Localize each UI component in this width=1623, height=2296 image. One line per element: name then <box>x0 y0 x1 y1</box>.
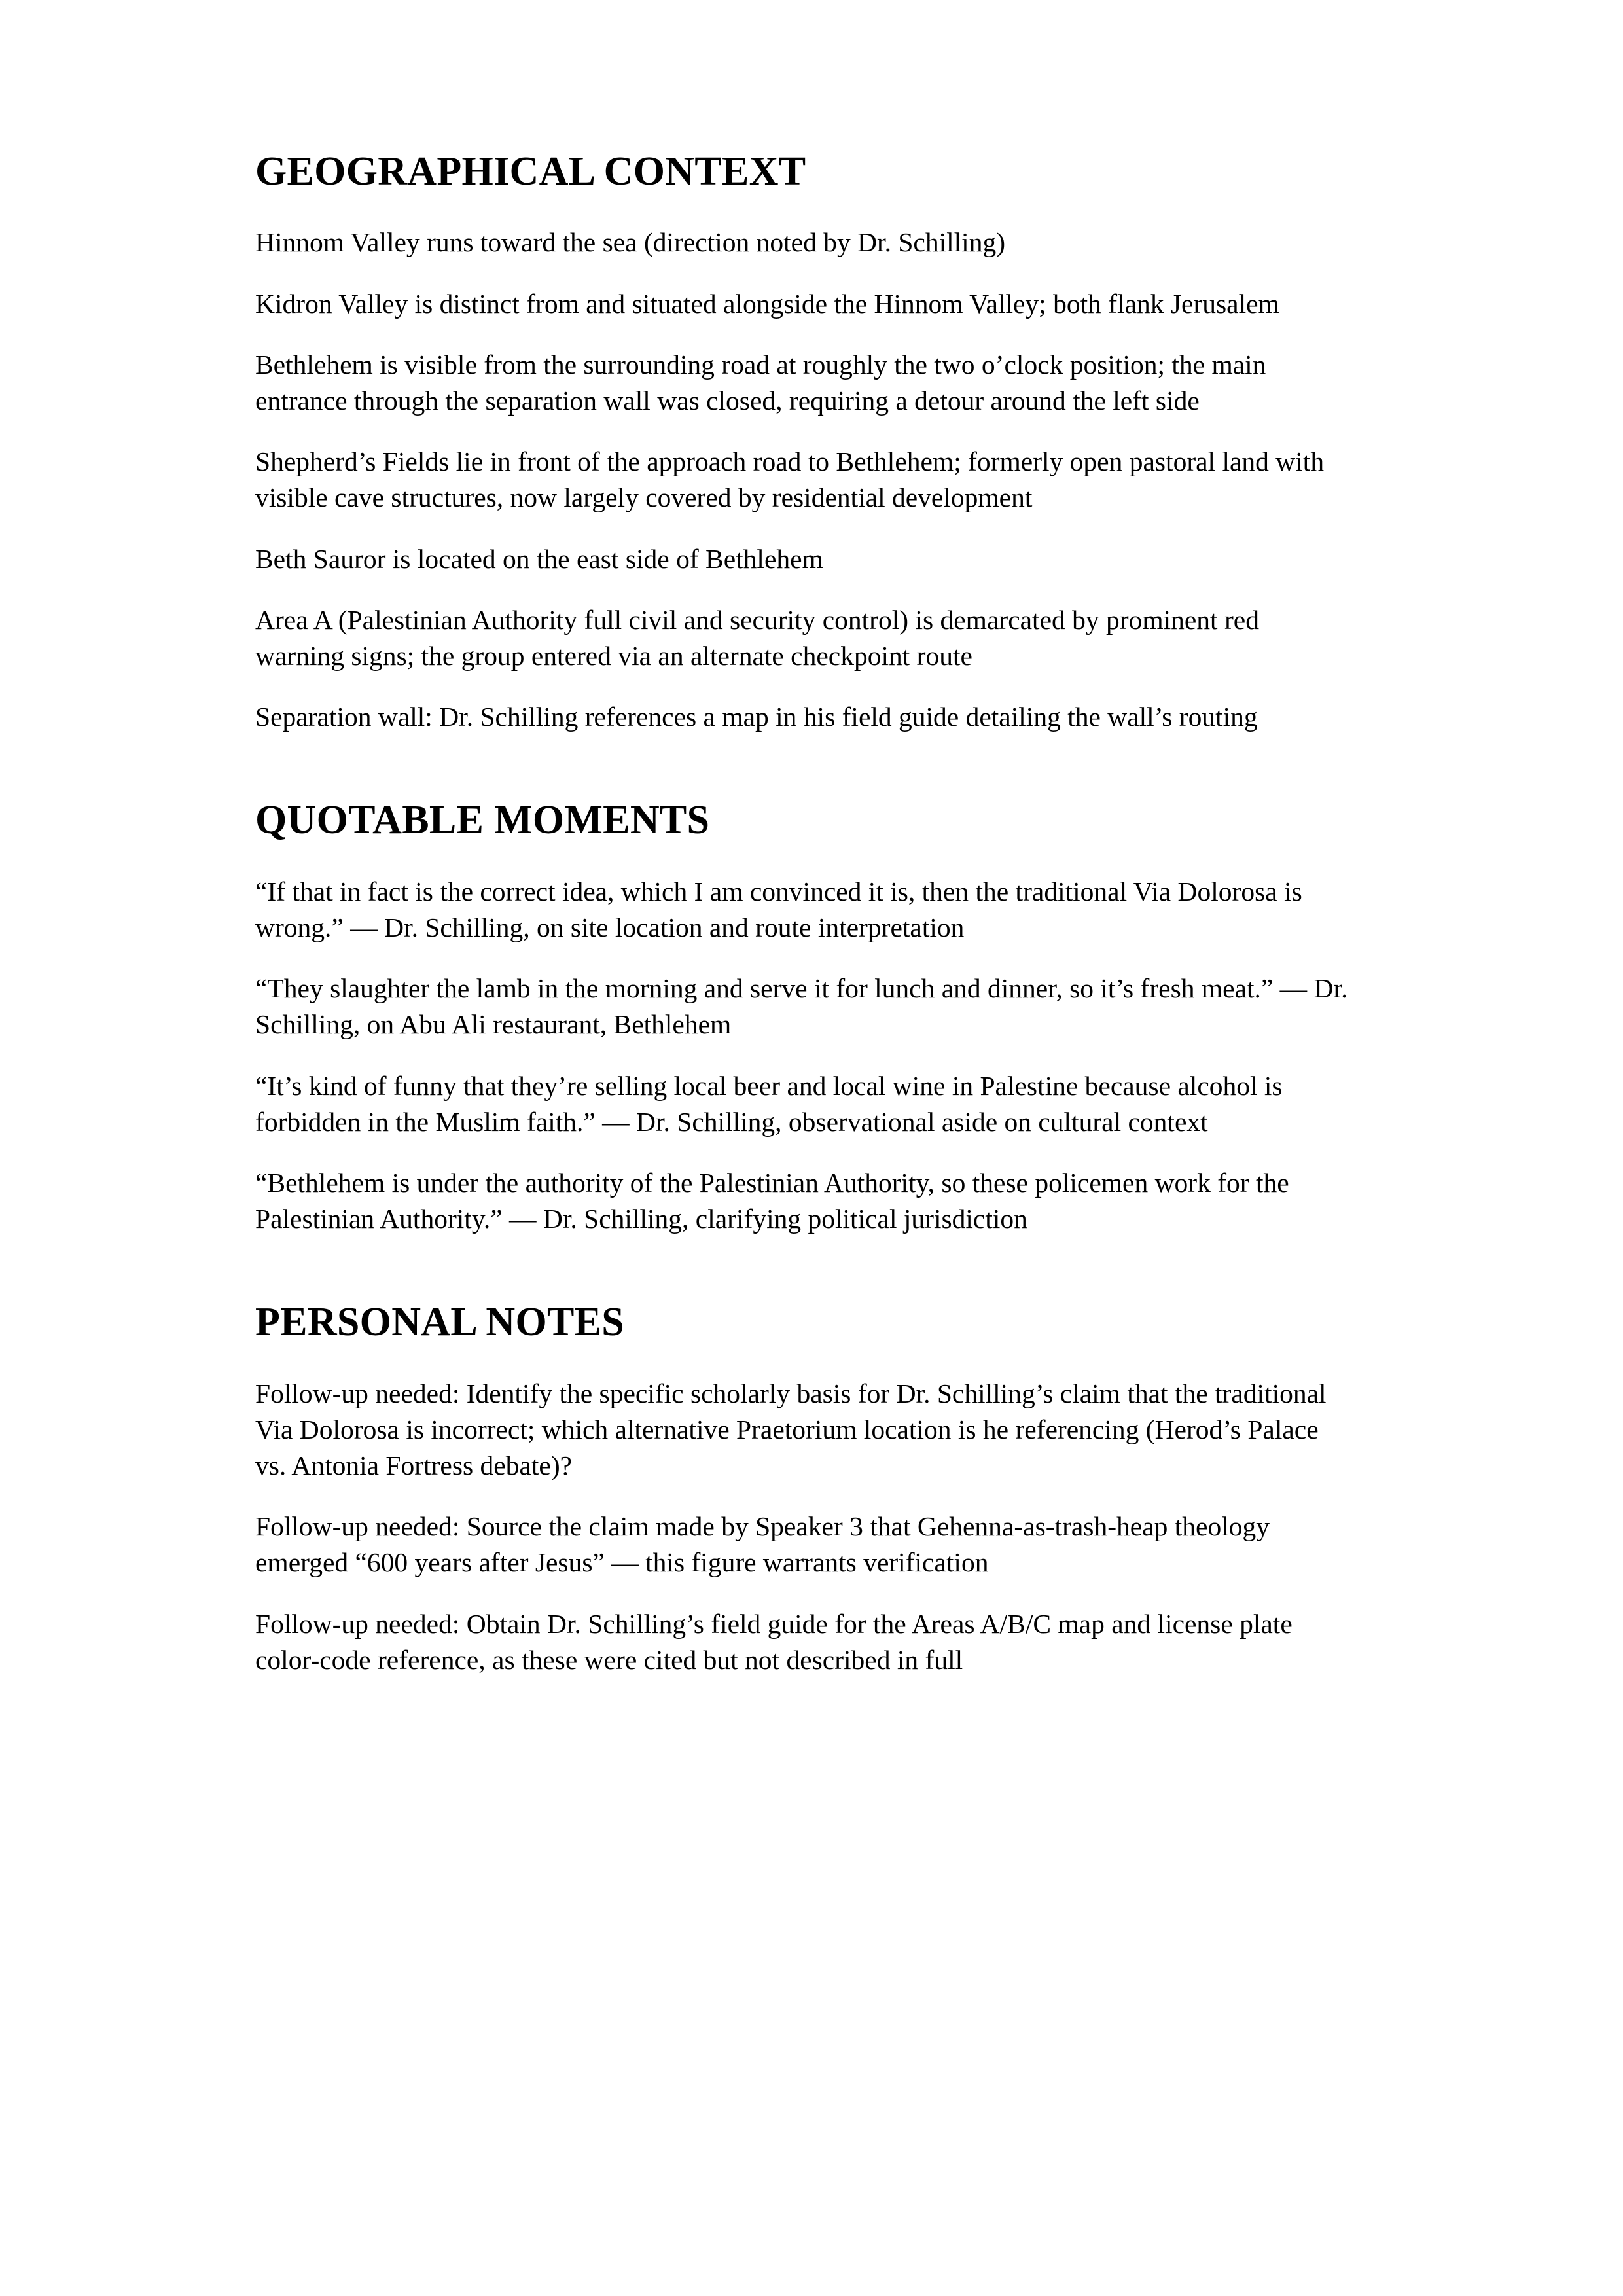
quote-paragraph: “If that in fact is the correct idea, which I am convinced it is, then the traditional Via Dolorosa is wrong.” — Dr. Schilling, on site location and route interpretation <box>255 876 1302 942</box>
section-heading-geographical-context: GEOGRAPHICAL CONTEXT <box>255 149 806 194</box>
section-heading-personal-notes: PERSONAL NOTES <box>255 1300 625 1345</box>
section-spacer <box>255 1237 1355 1300</box>
paragraph: Separation wall: Dr. Schilling references a map in his field guide detailing the wall’s routing <box>255 702 1258 732</box>
paragraph: Bethlehem is visible from the surrounding road at roughly the two o’clock position; the main entrance through the separation wall was closed, requiring a detour around the left side <box>255 349 1266 416</box>
paragraph: Shepherd’s Fields lie in front of the approach road to Bethlehem; formerly open pastoral land with visible cave structures, now largely covered by residential development <box>255 446 1325 513</box>
paragraph: Beth Sauror is located on the east side of Bethlehem <box>255 543 823 574</box>
paragraph: Kidron Valley is distinct from and situated alongside the Hinnom Valley; both flank Jerusalem <box>255 288 1279 319</box>
section-quotable-moments <box>255 798 1355 1237</box>
section-personal-notes <box>255 1300 1355 1678</box>
note-paragraph: Follow-up needed: Obtain Dr. Schilling’s field guide for the Areas A/B/C map and license plate color-code reference, as these were cited but not described in full <box>255 1608 1293 1675</box>
paragraph: Hinnom Valley runs toward the sea (direction noted by Dr. Schilling) <box>255 227 1006 258</box>
section-heading-quotable-moments: QUOTABLE MOMENTS <box>255 798 710 843</box>
paragraph: Area A (Palestinian Authority full civil and security control) is demarcated by prominent red warning signs; the group entered via an alternate checkpoint route <box>255 604 1259 671</box>
document-body <box>255 149 1355 1678</box>
section-geographical-context <box>255 149 1355 735</box>
note-paragraph: Follow-up needed: Source the claim made by Speaker 3 that Gehenna-as-trash-heap theology emerged “600 years after Jesus” — this figure warrants verification <box>255 1511 1270 1578</box>
quote-paragraph: “It’s kind of funny that they’re selling local beer and local wine in Palestine because alcohol is forbidden in the Muslim faith.” — Dr. Schilling, observational aside on cultural context <box>255 1070 1283 1137</box>
note-paragraph: Follow-up needed: Identify the specific scholarly basis for Dr. Schilling’s claim that the traditional Via Dolorosa is incorrect; which alternative Praetorium location is he referencing (Herod’s Palace vs. Antonia Fortress debate)? <box>255 1378 1327 1481</box>
quote-paragraph: “They slaughter the lamb in the morning and serve it for lunch and dinner, so it’s fresh meat.” — Dr. Schilling, on Abu Ali restaurant, Bethlehem <box>255 973 1348 1040</box>
section-spacer <box>255 735 1355 798</box>
quote-paragraph: “Bethlehem is under the authority of the Palestinian Authority, so these policemen work for the Palestinian Authority.” — Dr. Schilling, clarifying political jurisdiction <box>255 1167 1289 1234</box>
